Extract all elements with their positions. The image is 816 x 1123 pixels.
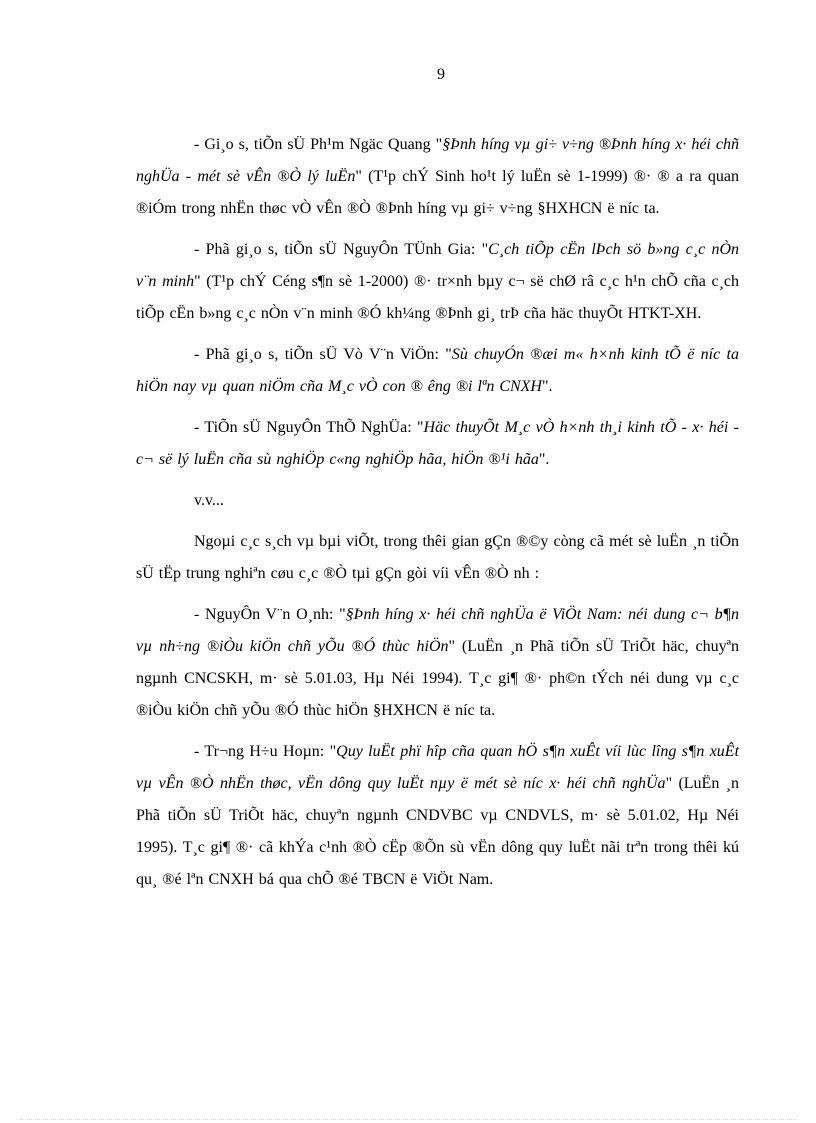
cited-title: §Þnh híng x· héi chñ nghÜa ë ViÖt Nam: néi dung c¬ b¶n vµ nh÷ng ®iÒu kiÖn chñ yÕu ®Ó thùc hiÖn: [136, 606, 740, 655]
paragraph-text: " (T¹p chÝ Sinh ho¹t lý luËn sè 1-1999) ®· ® a ra quan ®iÓm trong nhËn thøc vÒ vÊn ®Ò ®Þnh híng vµ gi÷ v÷ng §HXHCN ë níc ta.: [136, 168, 739, 217]
paragraph-text: " (LuËn ¸n Phã tiÕn sÜ TriÕt häc, chuyªn ngµnh CNCSKH, m· sè 5.01.03, Hµ Néi 1994). T¸c gi¶ ®· ph©n tÝch néi dung vµ c¸c ®iÒu kiÖn chñ yÕu ®Ó thùc hiÖn §HXHCN ë níc ta.: [136, 638, 739, 719]
paragraph-text: - Phã gi¸o s, tiÕn sÜ NguyÔn TÜnh Gia: ": [194, 241, 489, 258]
paragraph-pham-ngoc-quang: [136, 129, 739, 225]
page-bottom-divider: [20, 1119, 796, 1120]
paragraph-vu-van-vien: [136, 339, 739, 403]
paragraph-text: - Phã gi¸o s, tiÕn sÜ Vò V¨n ViÖn: ": [194, 346, 452, 363]
paragraph-truong-huu-hoan: [136, 736, 739, 896]
paragraph-dissertations-intro: [136, 526, 739, 590]
cited-title: Quy luËt phï hîp cña quan hÖ s¶n xuÊt víi lùc lîng s¶n xuÊt vµ vÊn ®Ò nhËn thøc, vËn dông quy luËt nµy ë mét sè níc x· héi chñ nghÜa: [136, 743, 740, 792]
paragraph-etc: [136, 485, 739, 517]
paragraph-text: - Gi¸o s, tiÕn sÜ Ph¹m Ngäc Quang ": [194, 136, 443, 153]
paragraph-nguyen-the-nghia: [136, 412, 739, 476]
cited-title: Häc thuyÕt M¸c vÒ h×nh th¸i kinh tÕ - x· héi - c¬ së lý luËn cña sù nghiÖp c«ng nghiÖp hãa, hiÖn ®¹i hãa: [136, 419, 740, 468]
cited-title: §Þnh híng vµ gi÷ v÷ng ®Þnh híng x· héi chñ nghÜa - mét sè vÊn ®Ò lý luËn: [136, 136, 739, 185]
paragraph-text: - NguyÔn V¨n O¸nh: ": [194, 606, 346, 623]
paragraph-text: " (T¹p chÝ Céng s¶n sè 1-2000) ®· tr×nh bµy c¬ së chØ râ c¸c h¹n chÕ cña c¸ch tiÕp cËn b»ng c¸c nÒn v¨n minh ®Ó kh¼ng ®Þnh gi¸ trÞ cña häc thuyÕt HTKT-XH.: [136, 273, 739, 322]
paragraph-text: v.v...: [194, 492, 224, 509]
cited-title: Sù chuyÓn ®æi m« h×nh kinh tÕ ë níc ta hiÖn nay vµ quan niÖm cña M¸c vÒ con ® êng ®i lªn CNXH: [136, 346, 739, 395]
paragraph-text: ".: [538, 451, 550, 468]
paragraph-text: ".: [541, 378, 553, 395]
paragraph-text: Ngoµi c¸c s¸ch vµ bµi viÕt, trong thêi gian gÇn ®©y còng cã mét sè luËn ¸n tiÕn sÜ tËp trung nghiªn cøu c¸c ®Ò tµi gÇn gòi víi vÊn ®Ò nh :: [136, 533, 739, 582]
cited-title: C¸ch tiÕp cËn lÞch sö b»ng c¸c nÒn v¨n minh: [136, 241, 739, 290]
paragraph-text: - Tr¬ng H÷u Hoµn: ": [194, 743, 337, 760]
paragraph-text: - TiÕn sÜ NguyÔn ThÕ NghÜa: ": [194, 419, 424, 436]
paragraph-nguyen-van-oanh: [136, 599, 739, 727]
paragraph-text: " (LuËn ¸n Phã tiÕn sÜ TriÕt häc, chuyªn ngµnh CNDVBC vµ CNDVLS, m· sè 5.01.02, Hµ Néi 1995). T¸c gi¶ ®· cã khÝa c¹nh ®Ò cËp ®Õn sù vËn dông quy luËt nãi trªn trong thêi kú qu¸ ®é lªn CNXH bá qua chÕ ®é TBCN ë ViÖt Nam.: [136, 775, 740, 888]
document-body: [136, 129, 739, 905]
paragraph-nguyen-tinh-gia: [136, 234, 739, 330]
page-number: 9: [437, 66, 445, 83]
